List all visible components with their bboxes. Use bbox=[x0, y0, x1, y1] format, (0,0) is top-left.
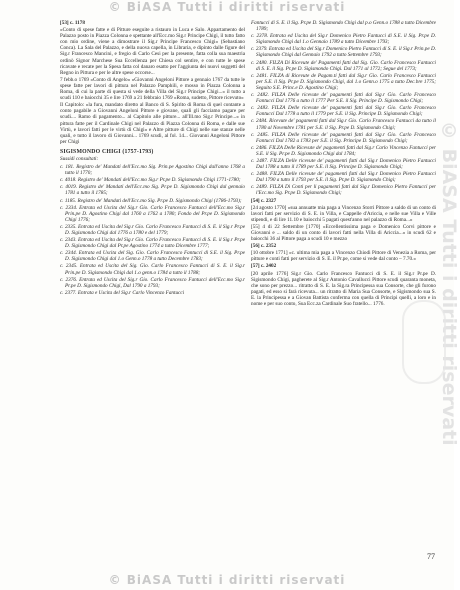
left-paragraph: «Conto di spese fatte e di Pitture eseguite a ristauro in Luca e Salo. Appartamento del Palazzo posto in Piazza Colonna e spettante all'Ecc.mo Sig.r Principe Chigi, il tutto fatto con mio ordine, viene a dimostrare il Sig.r Principe Francesco Chigi» (Sebastiano Conca). La Sala del Palazzo, e della nuova capella, in Libraria, e dipinto dalle figure del Sig.r Francesco Mancini, e fregio di Carlo Cesi per la presente, fatta colla sua maestria ordinò Signor Marchese Sua Eccellenza per Chiesa col sentire, e con tutte le spese ricavate e recate per la Spesa fatta col danaro esatto per l'aggiunta dei nuovi soggetti del Regno in Pittura e per le altre spese occorse... bbox=[60, 27, 245, 76]
source-entry: c. 4019. Registro de' Mandati dell'Ecc.mo Sig. Pr.pe D. Sigismondo Chigi dal gennaio 1781 a tutto il 1785; bbox=[60, 184, 245, 197]
watermark-bottom: © BiASA Tutti i diritti riservati bbox=[108, 573, 346, 587]
source-entry: c. 2344. Entrata ed Uscita del Sig. Gio. Carlo Francesco Fantucci di S.E. il Sig. Pr.pe D. Sigismondo Chigi dal 1.o Genn.o 1778 a tutto Decembre 1783; bbox=[60, 250, 245, 263]
source-entry: c. 2335. Entrata ed Uscita del Sig.r Gio. Carlo Francesco Fantucci di S. E. il Sig.r Pr.pe D. Sigismondo Chigi dal 1776 a 1780 e del 1779; bbox=[60, 223, 245, 236]
left-column bbox=[60, 20, 245, 560]
right-column bbox=[251, 20, 436, 560]
source-entry: c. 2489. FILZA Di Conti per li pagamenti fatti dal Sig.r Domenico Pietro Fantucci per l'Ecc.mo Sig. Pr.pe D. Sigismondo Chigi; bbox=[251, 184, 436, 197]
page-number: 77 bbox=[427, 552, 435, 561]
source-entry: c. 181. Registro de' Mandati dell'Ecc.mo Sig. Prin.pe Agostino Chigi dall'anno 1768 a tutto il 1770; bbox=[60, 164, 245, 177]
right-paragraph: [55] 4 di 22 Settembre [1770] «Eccellentissima paga e Domenico Corvi pittore e Giovanni e ... saldo di un conto di lavori fatti nella Villa di Ariccia...» in scudi 62 e baiocchi 36 al Pittore paga a scudi 10 e mezzo bbox=[251, 223, 436, 243]
source-entry: c. 2485. FILZA Delle ricevute de' pagamenti fatti dal Sig.r Gio. Carlo Francesco Fantucci Dal 1782 a 1783 per S.E. il Sig. Principe D. Sigismondo Chigi; bbox=[251, 131, 436, 144]
note-heading: [54] c. 2327 bbox=[251, 197, 277, 204]
source-entry: c. 2486. FILZA Delle Ricevute de' pagamenti fatti dal Sig.r Carlo Vincenzo Fantucci per S.E. il Sig. Pr.pe D. Sigismondo Chigi dal 1784; bbox=[251, 144, 436, 157]
left-paragraph: Il Capitolo: «la fura, mandato diretto al Banco di S. Spirito di Roma di quel contante a conto pagabile a Giovanni Angeloni Pittore e giovane, quali gli facciamo pagare per scudi.... Ramo di pagamento... al Capitolo alle pitture... all'Ill.mo Sig.r Principe...» in pittura fatte per il Cardinale Chigi nel Palazzo di Piazza Colonna di Roma, e dalle sue Virtù, e lavori fatti per le virtù di Chigi» e Altre pitture di Chigi nelle sue stanze nelle quali, e tutto il lavoro di Giovanni... 1769 scudi, al fol. 14... Giovanni Angeloni Pittore per Chigi bbox=[60, 102, 245, 145]
source-entry: c. 2484. Ricevute de' pagamenti fatti dal Sig.r Gio. Carlo Francesco Fantucci da tutto il 1780 al Novembre 1781 per S.E. il Sig. Pr.pe D. Sigismondo Chigi; bbox=[251, 118, 436, 131]
source-entry: Fantucci di S. E. il Sig. Pr.pe D. Sigismondo Chigi dal p.o Genn.o 1788 a tutto Dicembre 1789; bbox=[251, 20, 436, 33]
note-heading: [57] c. 2402 bbox=[251, 263, 277, 270]
source-entry: c. 2378. Entrata ed Uscita del Sig.r Domenico Pietro Fantucci di S.E. il Sig. Pr.pe D. Sigismondo Chigi dal 1.o Gennaio 1789 a tutto Dicembre 1793; bbox=[251, 33, 436, 46]
source-entry: c. 2343. Entrata ed Uscita del Sig.r Gio. Carlo Francesco Fantucci di S. E. il Sig.r Pr.pe D. Sigismondo Chigi dal Pr.pe Agostino 1774 a tutto Dicembre 1777; bbox=[60, 237, 245, 250]
source-entry: c. 2480. FILZA Di Ricevute de' Pagamenti fatti dal Sig. Gio. Carlo Francesco Fantucci di S. E. il Sig. Pr.pe D. Sigismondo Chigi. Dal 1771 al 1772; Segue del 1773; bbox=[251, 59, 436, 72]
source-entry: c. 2481. FILZA di Ricevute de Pagam.ti fatti dal Sig.r Gio. Carlo Francesco Fantucci per S.E. il Sig. Pr.pe D. Sigismondo Chigi, dal 1.o Genn.o 1775 a tutto Dec.bre 1775; Seguito S.E. Princ.e D. Agostino Chigi; bbox=[251, 72, 436, 91]
source-entry: c. 2377. Entrata e Uscita del Sig.r Carlo Vincenzo Fantucci bbox=[60, 289, 185, 296]
watermark-side: © BiASA Tutti i diritti riservati bbox=[438, 120, 460, 446]
watermark-top: © BiASA Tutti i diritti riservati bbox=[108, 0, 346, 14]
source-entry: c. 2379. Entrata ed Uscita del Sig.r Domenico Pietro Fantucci di S. E. il Sig.r Prin.pe D. Sigismondo Chigi dal Gennaio 1792 a tutto Settembre 1793; bbox=[251, 46, 436, 59]
source-entry: c. 2483. FILZA Delle ricevute de' pagamenti fatti dal Sig.r Gio. Carlo Francesco Fantucci Dal 1778 a tutto il 1779 per S.E. il Sig. Principe D. Sigismondo Chigi; bbox=[251, 105, 436, 118]
source-entry: c. 2482. FILZA Delle ricevute de' pagamenti fatti dal Sig.r Gio. Carlo Francesco Fantucci Dal 1776 a tutto il 1777 Per S.E. il Sig. Principe D. Sigismondo Chigi; bbox=[251, 92, 436, 105]
source-entry: c. 2487. FILZA Delle ricevute de' pagamenti fatti dal Sig.r Domenico Pietro Fantucci Dal 1788 a tutto il 1789 per S.E. il Sig. Principe D. Sigismondo Chigi; bbox=[251, 157, 436, 171]
source-entry: c. 2376. Entrata ed Uscita del Sig.r Gio. Carlo Francesco Fantucci dell'Ecc.mo Sig.r Pr.pe D. Sigismondo Chigi, Dal 1790 a 1793; bbox=[60, 276, 245, 289]
note-heading: [56] c. 2352 bbox=[251, 243, 277, 250]
left-paragraph: 7 febb.o 1769 «Conto di Angelo» «Giovanni Angeloni Pittore a gennaio 1767 da tutte le spese fatte per lavori di pittura nel Palazzo Pamphili, e mosso in Piazza Colonna a Roma, di cui la parte di questa si vede della Villa del Sig.r Principe Chigi...» il tutto a scudi 110 e baiocchi 35 e lire 1769 a 21 febbraio 1769 «Roma, sudetto, Pittore ricevuto» bbox=[60, 76, 245, 102]
section-title: SIGISMONDO CHIGI (1757-1793) bbox=[60, 148, 154, 155]
source-entry: c. 1185. Registro de' Mandati dell'Ecc.mo Sig. Pr.pe D. Sigismondo Chigi (1786-1793); bbox=[60, 197, 242, 204]
right-paragraph: [20 aprile 1776] Sig.r Gio. Carlo Francesco Fantucci di S. E. il Sig.r Pr.pe D. Sigismondo Chigi, pagherete al Sig.r Antonio Cavallucci Pittore scudi quaranta moneta, che sono per prezzo... ritratto di S. E. la Sig.ra Principessa sua Consorte, che gli furono pagati, ed esso si farà ricevuta... un ritratto di Maria Sua Consorte, e Sigismondo sua S. E. la Principessa e a Giovan Battista conferma con quella di Principi quelli, a loro e in nome e per suo conto, Sua Ecc.za Cardinale Suo fratello... 1776. bbox=[251, 270, 436, 308]
source-entry: c. 4018. Registro de' Mandati dell'Ecc.mo Sig.r Pr.pe D. Sigismondo Chigi 1771-1780; bbox=[60, 177, 241, 184]
right-paragraph: [24 agosto 1770] «sua annuatte mia paga a Vincenzo Storri Pittore a saldo di un conto di lavori fatti per servizio di S. E. in Villa, e Cappelle d'Ariccia, e nelle sue Villa e Ville stipendi, e di lire 11.10 e baiocchi 5 pagati quest'anno nel palazzo di Roma...» bbox=[251, 204, 436, 223]
right-paragraph: [10 ottobre 1771] «c. ultima mia paga a Vincenzo Chiodi Pittore di Venezia a Roma, per pitture e conti fatti per servizio di S. E. il Pr.pe, come si vede dal conto – 7.70.» bbox=[251, 250, 436, 263]
section-subtitle: Sussidi consultati: bbox=[60, 155, 99, 162]
source-entry: c. 2334. Entrata ed Uscita del Sig.r Gio. Carlo Francesco Fantucci dell'Ecc.mo Sig.r Prin.pe D. Agostino Chigi dal 1760 a 1762 a 1780; Fondo del Pr.pe D. Sigismondo Chigi 1776; bbox=[60, 204, 245, 223]
source-entry: c. 2345. Entrata ed Uscita del Sig. Gio. Carlo Francesco Fantucci di S. E. il Sig.r Prin.pe D. Sigismondo Chigi dal 1.o genn.o 1784 a tutto il 1788; bbox=[60, 263, 245, 276]
left-paragraph: [53] c. 1178 bbox=[60, 20, 85, 26]
source-entry: c. 2488. FILZA Delle ricevute de' pagamenti fatti dal Sig.r Domenico Pietro Fantucci Dal 1790 a tutto il 1793 per S.E. il Sig. Pr.pe D. Sigismondo Chigi; bbox=[251, 171, 436, 184]
